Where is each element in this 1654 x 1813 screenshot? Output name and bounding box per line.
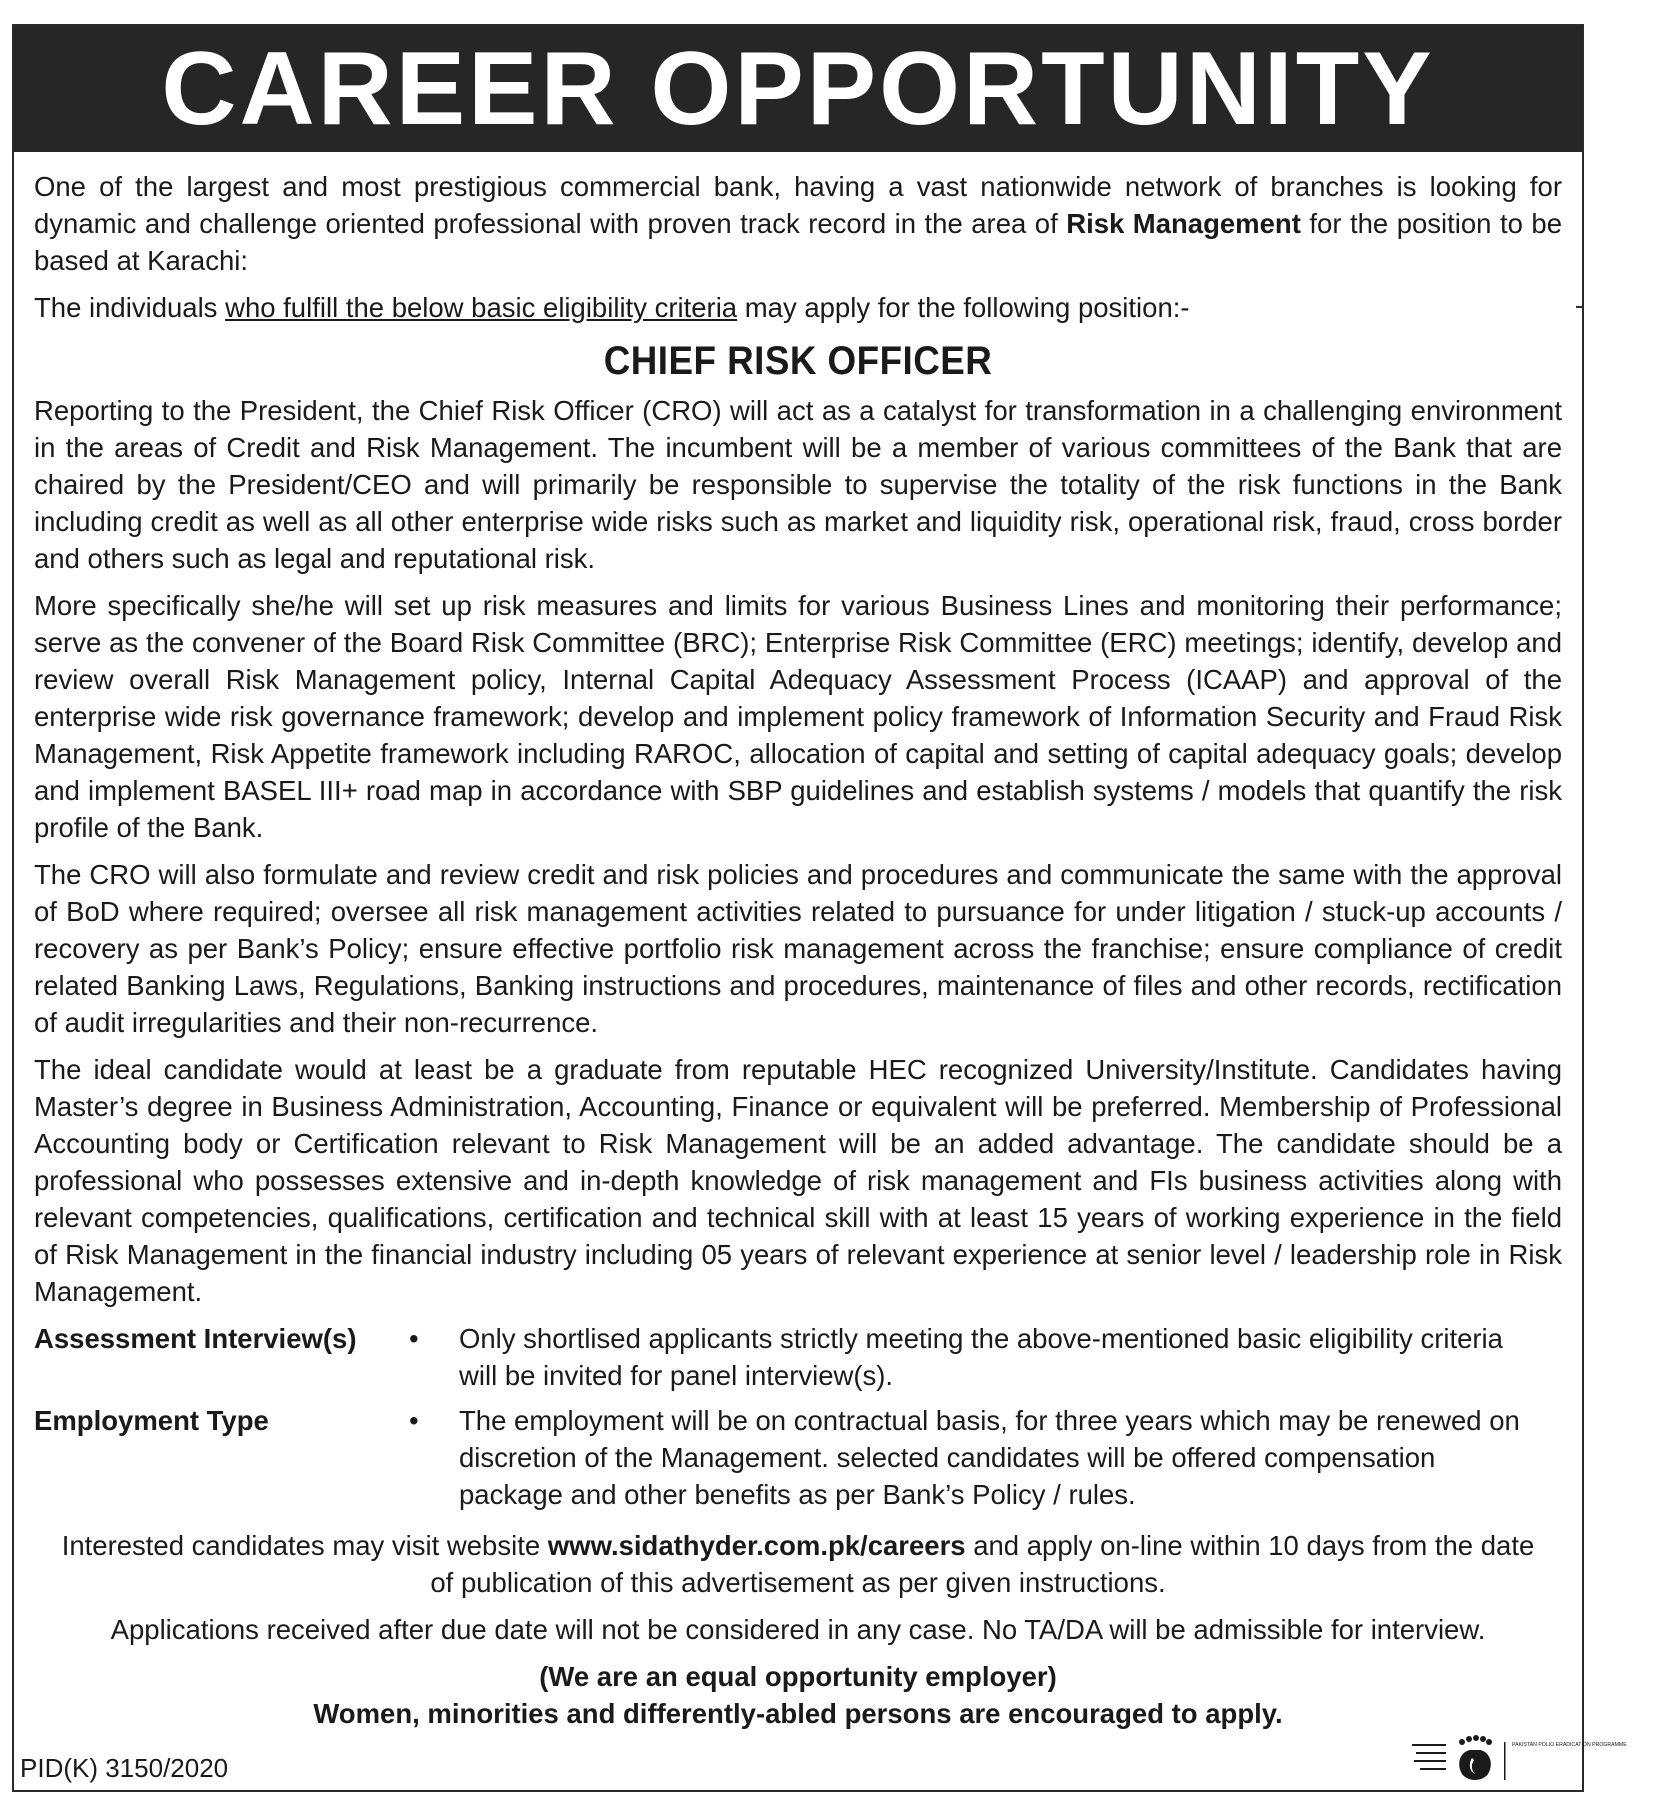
eligibility-line — [34, 289, 1562, 326]
banner-title: CAREER OPPORTUNITY — [14, 26, 1582, 152]
encouragement: Women, minorities and differently-abled persons are encouraged to apply. — [313, 1698, 1283, 1729]
eligibility-before: The individuals — [34, 292, 226, 323]
eligibility-after: may apply for the following position:- — [737, 292, 1190, 323]
paragraph-ideal-candidate: The ideal candidate would at least be a graduate from reputable HEC recognized University/Institute. Candidates having Master’s degree in Business Administration, Accounting, Finance or equivalent will be preferred. Membership of Professional Accounting body or Certification relevant to Risk Management will be an added advantage. The candidate should be a professional who possesses extensive and in-depth knowledge of risk management and FIs business activities along with relevant competencies, qualifications, certification and technical skill with at least 15 years of working experience in the field of Risk Management in the financial industry including 05 years of relevant experience at senior level / leadership role in Risk Management. — [34, 1054, 1562, 1307]
edge-mark — [1576, 306, 1582, 308]
employment-label: Employment Type — [34, 1405, 269, 1436]
intro-bold: Risk Management — [1066, 208, 1301, 239]
bullet-icon: • — [409, 1405, 419, 1436]
apply-instructions — [34, 1527, 1562, 1601]
equal-opportunity: (We are an equal opportunity employer) — [539, 1661, 1057, 1692]
paragraph-responsibilities: More specifically she/he will set up risk measures and limits for various Business Lines and monitoring their performance; serve as the convener of the Board Risk Committee (BRC); Enterprise Risk Committee (ERC) meetings; identify, develop and review overall Risk Management policy, Internal Capital Adequacy Assessment Process (ICAAP) and approval of the enterprise wide risk governance framework; develop and implement policy framework of Information Security and Fraud Risk Management, Risk Appetite framework including RAROC, allocation of capital and setting of capital adequacy goals; develop and implement BASEL III+ road map in accordance with SBP guidelines and establish systems / models that quantify the risk profile of the Bank. — [34, 590, 1562, 843]
polio-footprint-logo-icon — [1408, 1730, 1627, 1786]
assessment-text: Only shortlised applicants strictly meeting the above-mentioned basic eligibility criteria will be invited for panel interview(s). — [459, 1323, 1503, 1391]
careers-website-link[interactable]: www.sidathyder.com.pk/careers — [547, 1530, 966, 1561]
assessment-label: Assessment Interview(s) — [34, 1323, 357, 1354]
late-notice: Applications received after due date will not be considered in any case. No TA/DA will be admissible for interview. — [110, 1614, 1486, 1645]
bullet-icon: • — [409, 1323, 419, 1354]
paragraph-reporting: Reporting to the President, the Chief Risk Officer (CRO) will act as a catalyst for transformation in a challenging environment in the areas of Credit and Risk Management. The incumbent will be a member of various committees of the Bank that are chaired by the President/CEO and will primarily be responsible to supervise the totality of the risk functions in the Bank including credit as well as all other enterprise wide risks such as market and liquidity risk, operational risk, fraud, cross border and others such as legal and reputational risk. — [34, 395, 1562, 574]
pid-code: PID(K) 3150/2020 — [20, 1753, 229, 1783]
intro-text-1: One of the largest and most prestigious commercial bank, having a vast nationwide network of branches is looking for dynamic and challenge oriented professional with proven track record in the area of — [34, 171, 1562, 239]
apply-before: Interested candidates may visit website — [61, 1530, 548, 1561]
employment-type-row — [34, 1402, 1562, 1513]
job-title: CHIEF RISK OFFICER — [603, 339, 993, 383]
logo-text: PAKISTAN POLIO ERADICATION PROGRAMME — [1512, 1742, 1627, 1748]
eligibility-underlined: who fulfill the below basic eligibility criteria — [225, 292, 738, 323]
intro-text-2: for the position to be based at Karachi: — [34, 208, 1562, 276]
advertisement-frame — [12, 24, 1627, 1792]
paragraph-cro-duties: The CRO will also formulate and review credit and risk policies and procedures and communicate the same with the approval of BoD where required; oversee all risk management activities related to pursuance for under litigation / stuck-up accounts / recovery as per Bank’s Policy; ensure effective portfolio risk management across the franchise; ensure compliance of credit related Banking Laws, Regulations, Banking instructions and procedures, maintenance of files and other records, rectification of audit irregularities and their non-recurrence. — [34, 859, 1562, 1038]
apply-after: and apply on-line within 10 days from the date of publication of this advertisement as per given instructions. — [430, 1530, 1535, 1598]
employment-text: The employment will be on contractual basis, for three years which may be renewed on discretion of the Management. selected candidates will be offered compensation package and other benefits as per Bank’s Policy / rules. — [459, 1405, 1520, 1510]
ad-content — [34, 168, 1562, 1742]
intro-paragraph — [34, 168, 1562, 279]
assessment-interview-row — [34, 1320, 1562, 1394]
